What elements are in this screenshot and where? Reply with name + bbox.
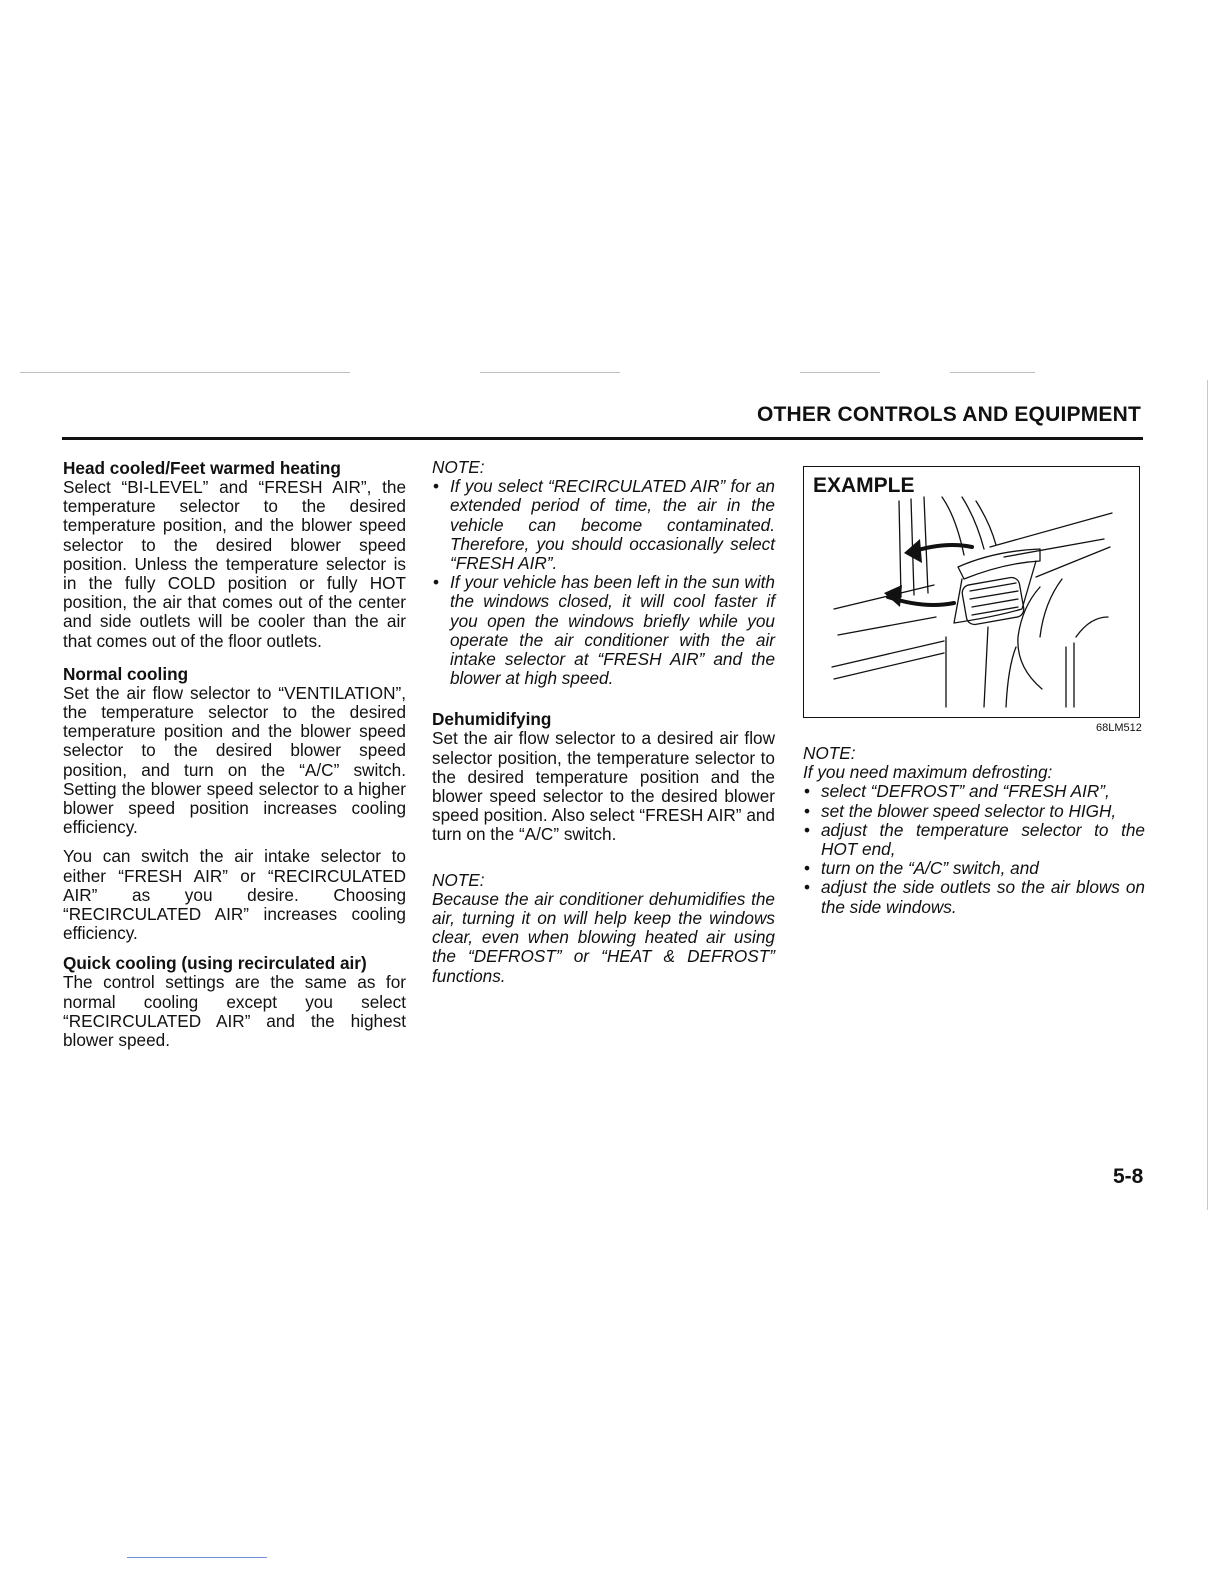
air-outlet-illustration bbox=[804, 467, 1141, 719]
note-intro: If you need maximum defrosting: bbox=[803, 762, 1053, 783]
page-number: 5-8 bbox=[1113, 1165, 1144, 1188]
scan-artifact-line bbox=[800, 372, 880, 373]
bullet-icon: • bbox=[433, 572, 440, 593]
bullet-icon: • bbox=[804, 800, 811, 821]
scan-artifact-line bbox=[20, 372, 350, 373]
quick-cooling-heading: Quick cooling (using recirculated air) bbox=[63, 953, 367, 974]
note-bullet-list bbox=[432, 477, 775, 688]
list-item bbox=[803, 782, 1145, 801]
header-rule bbox=[62, 437, 1143, 440]
scan-artifact-line bbox=[127, 1557, 267, 1558]
intake-paragraph: You can switch the air intake selector to either “FRESH AIR” or “RECIRCULATED AIR” as you desire. Choosing “RECIRCULATED AIR” increases cooling efficiency. bbox=[63, 846, 406, 944]
note-bullet-text: If your vehicle has been left in the sun with the windows closed, it will cool faster if you open the windows briefly while you operate the air conditioner with the air intake selector at “FRESH AIR” and the blower at high speed. bbox=[450, 572, 775, 689]
dehumidifying-heading: Dehumidifying bbox=[432, 709, 552, 730]
column-right bbox=[803, 744, 1145, 917]
note-bullet-list bbox=[803, 782, 1145, 916]
note-label: NOTE: bbox=[432, 457, 485, 477]
note-bullet-text: If you select “RECIRCULATED AIR” for an extended period of time, the air in the vehicle can become contaminated. Therefore, you should occasionally select “FRESH AIR”. bbox=[450, 476, 775, 574]
section-title: OTHER CONTROLS AND EQUIPMENT bbox=[757, 403, 1141, 426]
bullet-icon: • bbox=[804, 781, 811, 802]
column-left bbox=[63, 458, 406, 1050]
scan-artifact-line bbox=[480, 372, 620, 373]
note-label: NOTE: bbox=[432, 869, 485, 890]
note-paragraph: Because the air conditioner dehumidifies the air, turning it on will help keep the windows clear, even when blowing heated air using the “DEFROST” or “HEAT & DEFROST” functions. bbox=[432, 888, 775, 986]
bullet-icon: • bbox=[804, 858, 811, 879]
note-bullet-text: set the blower speed selector to HIGH, bbox=[821, 800, 1117, 821]
bullet-icon: • bbox=[804, 819, 811, 840]
note-bullet-text: adjust the side outlets so the air blows on the side windows. bbox=[821, 877, 1145, 917]
page-edge-line bbox=[1207, 380, 1208, 1210]
list-item bbox=[803, 821, 1145, 859]
head-cooled-heading: Head cooled/Feet warmed heating bbox=[63, 458, 341, 478]
column-middle bbox=[432, 458, 775, 986]
note-label: NOTE: bbox=[803, 743, 856, 763]
bullet-icon: • bbox=[433, 476, 440, 497]
quick-cooling-paragraph: The control settings are the same as for normal cooling except you select “RECIRCULATED AIR” and the highest blower speed. bbox=[63, 972, 406, 1051]
list-item bbox=[803, 859, 1145, 878]
head-cooled-paragraph: Select “BI-LEVEL” and “FRESH AIR”, the temperature selector to the desired temperature position, and the blower speed selector to the desired blower speed position. Unless the temperature selector is in the fully COLD position or fully HOT position, the air that comes out of the center and side outlets will be cooler than the air that comes out of the floor outlets. bbox=[63, 477, 406, 651]
dehumidifying-paragraph: Set the air flow selector to a desired air flow selector position, the temperature selector to the desired temperature position and the blower speed selector to the desired blower speed position. Also select “FRESH AIR” and turn on the “A/C” switch. bbox=[432, 728, 775, 845]
list-item bbox=[803, 802, 1145, 821]
list-item bbox=[803, 878, 1145, 916]
figure-title: EXAMPLE bbox=[813, 474, 915, 497]
list-item bbox=[432, 477, 775, 573]
normal-cooling-heading: Normal cooling bbox=[63, 663, 189, 684]
scan-artifact-line bbox=[950, 372, 1035, 373]
note-bullet-text: adjust the temperature selector to the HOT end, bbox=[821, 819, 1145, 860]
figure-code: 68LM512 bbox=[1096, 722, 1142, 734]
normal-cooling-paragraph: Set the air flow selector to “VENTILATION”, the temperature selector to the desired temperature position and the blower speed selector to the desired blower speed position, and turn on the “A/C” switch. Setting the blower speed selector to a higher blower speed position increases cooling efficiency. bbox=[63, 682, 406, 838]
note-bullet-text: select “DEFROST” and “FRESH AIR”, bbox=[821, 781, 1110, 802]
example-figure bbox=[803, 466, 1140, 718]
list-item bbox=[432, 573, 775, 688]
bullet-icon: • bbox=[804, 877, 811, 898]
note-bullet-text: turn on the “A/C” switch, and bbox=[821, 858, 1039, 879]
